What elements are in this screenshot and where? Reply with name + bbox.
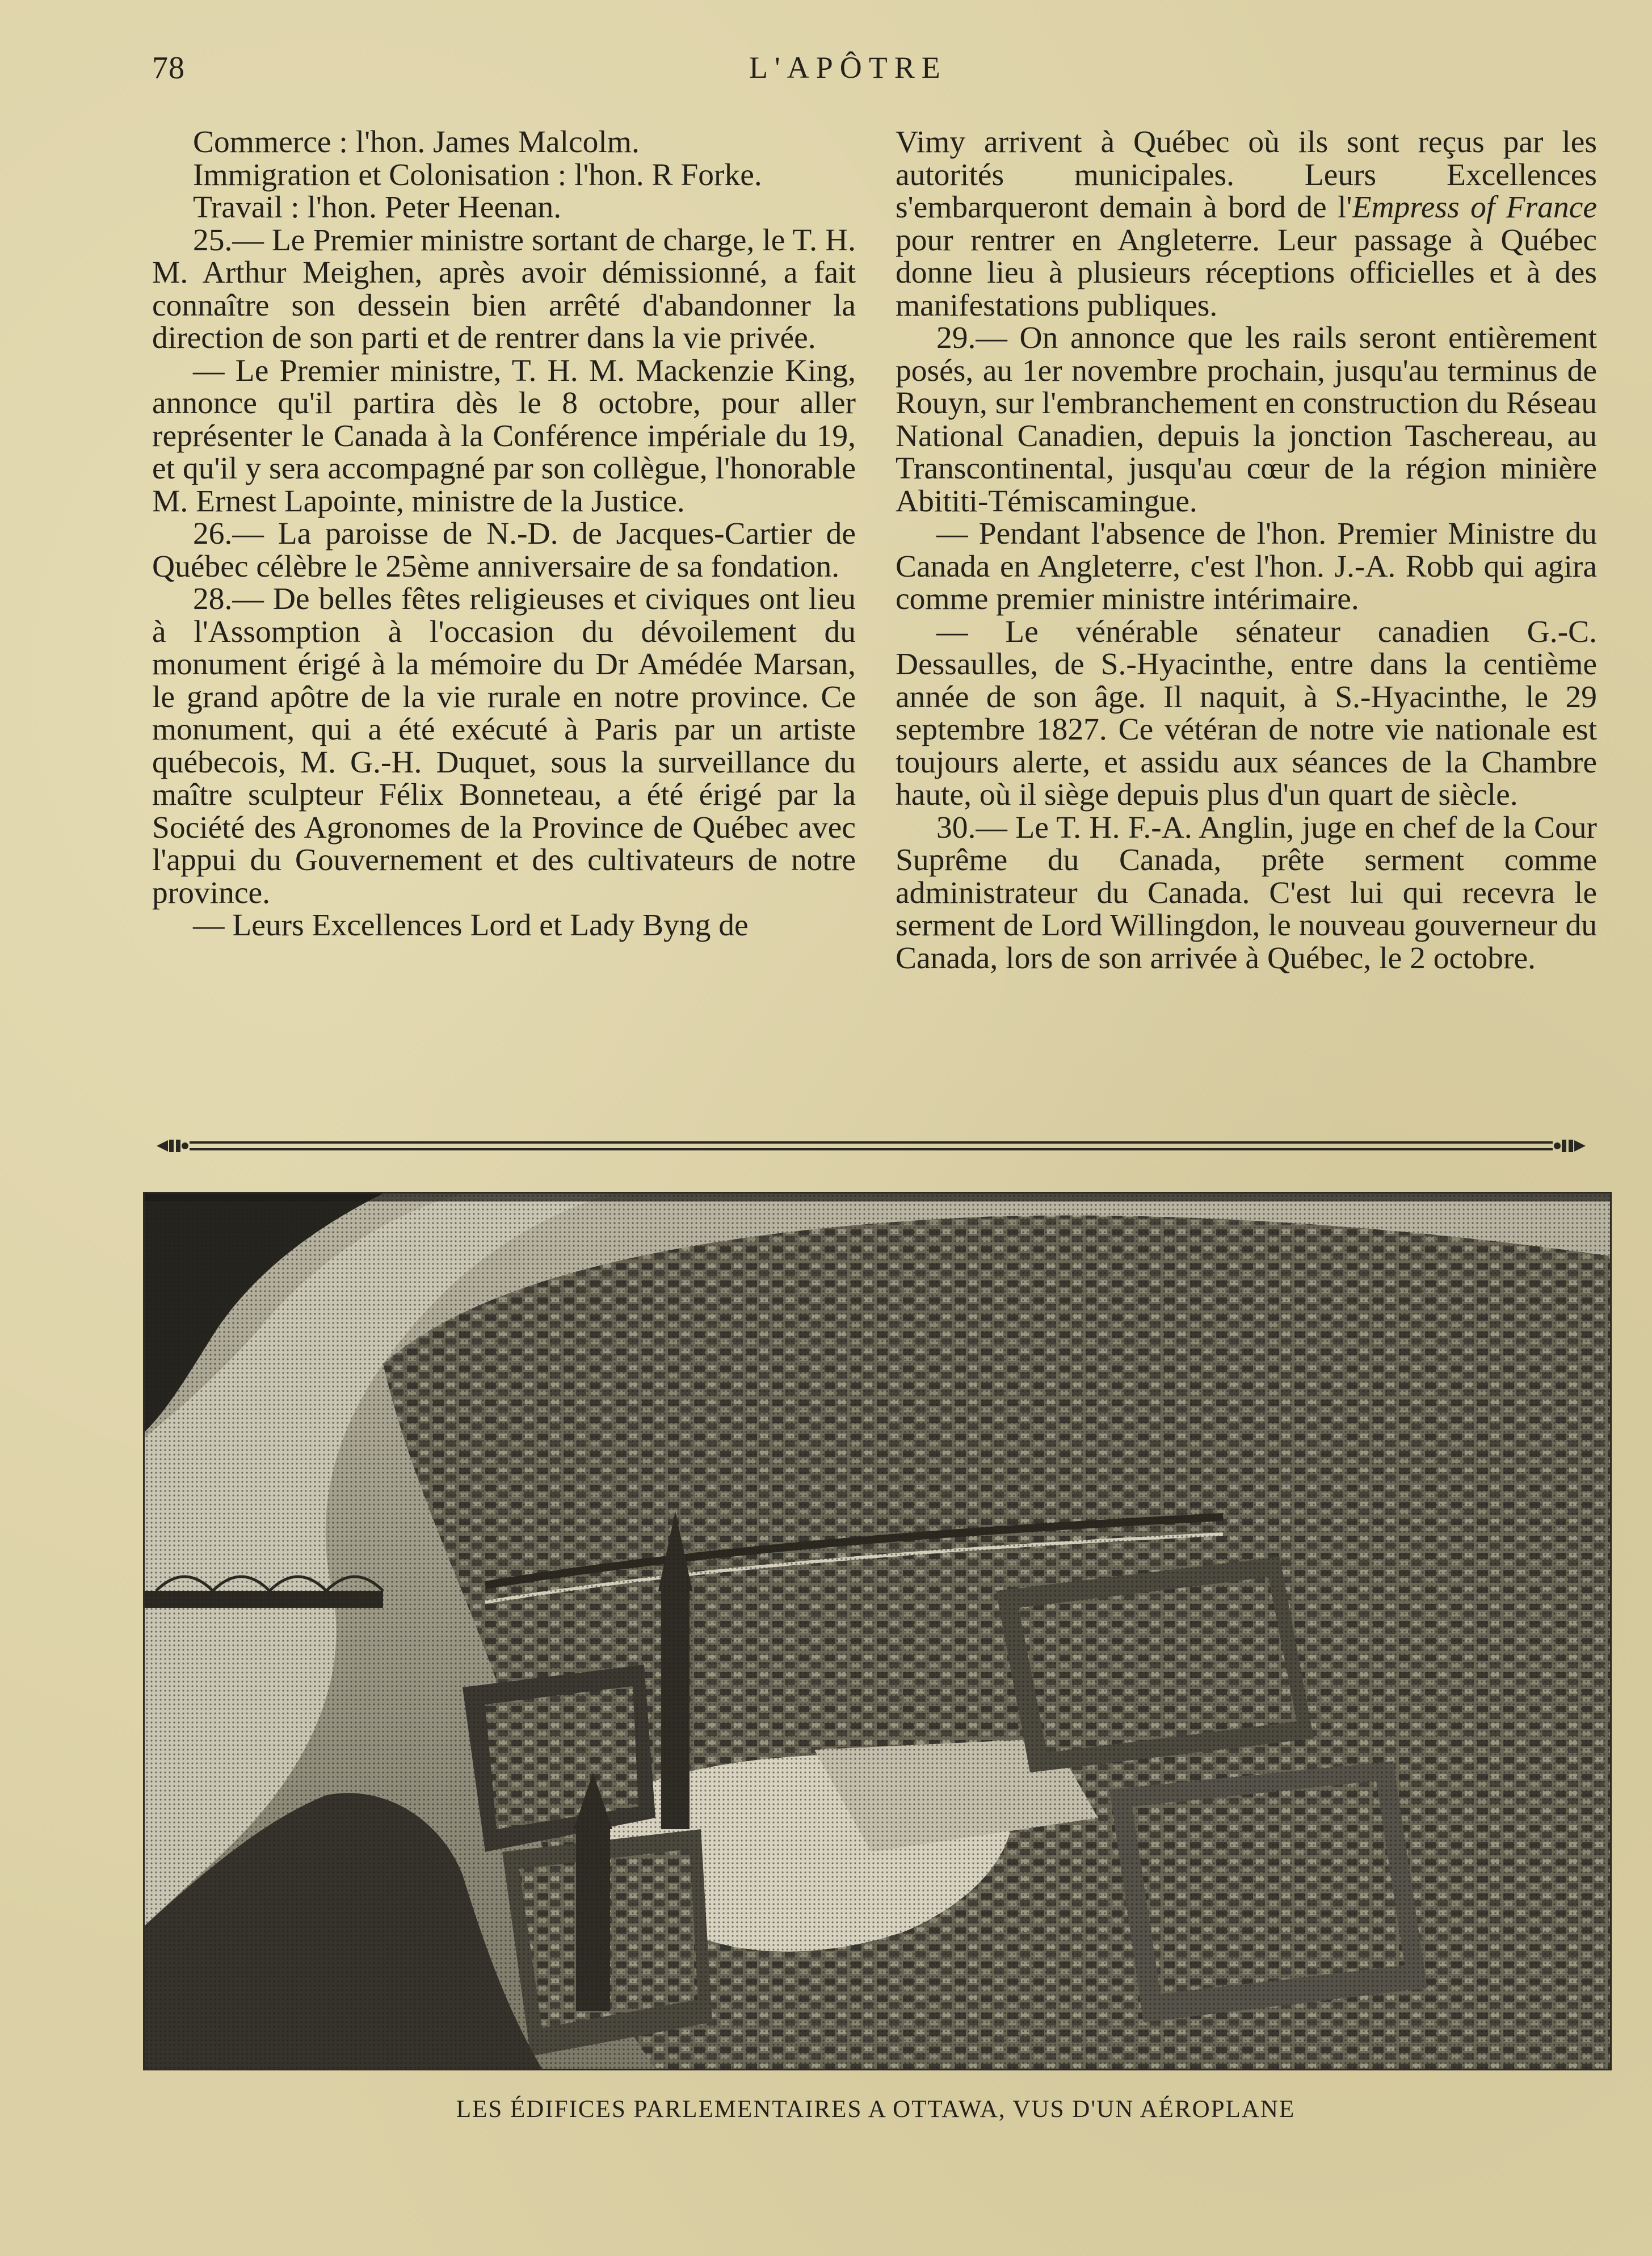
paragraph-byng-start: — Leurs Excellences Lord et Lady Byng de (193, 908, 749, 943)
paragraph-robb: — Pendant l'absence de l'hon. Premier Ministre du Canada en Angleterre, c'est l'hon. J.-A. Robb qui agira comme premier ministre intérimaire. (896, 516, 1597, 616)
paragraph-dessaulles: — Le vénérable sénateur canadien G.-C. Dessaulles, de S.-Hyacinthe, entre dans la centième année de son âge. Il naquit, à S.-Hyacinthe, le 29 septembre 1827. Ce vétéran de notre vie nationale est toujours alerte, et assidu aux séances de la Chambre haute, où il siège depuis plus d'un quart de siècle. (896, 614, 1597, 812)
paragraph-28-fetes: 28.— De belles fêtes religieuses et civiques ont lieu à l'Assomption à l'occasion du dévoilement du monument érigé à la mémoire du Dr Amédée Marsan, le grand apôtre de la vie rurale en notre province. Ce monument, qui a été exécuté à Paris par un artiste québecois, M. G.-H. Duquet, sous la surveillance du maître sculpteur Félix Bonneteau, a été érigé par la Société des Agronomes de la Province de Québec avec l'appui du Gouvernement et des cultivateurs de notre province. (152, 582, 856, 910)
ornamental-divider (154, 1136, 1588, 1156)
left-ornament-icon (157, 1140, 188, 1152)
page-number: 78 (152, 51, 185, 86)
paragraph-commerce: Commerce : l'hon. James Malcolm. (193, 125, 640, 159)
photo-caption: LES ÉDIFICES PARLEMENTAIRES A OTTAWA, VUS D'UN AÉROPLANE (456, 2096, 1296, 2123)
byng-text-b: pour rentrer en Angleterre. Leur passage à Québec donne lieu à plusieurs réceptions officielles et à des manifestations publiques. (896, 222, 1597, 323)
paragraph-mackenzie-king: — Le Premier ministre, T. H. M. Mackenzie King, annonce qu'il partira dès le 8 octobre, pour aller représenter le Canada à la Conférence impériale du 19, et qu'il y sera accompagné par son collègue, l'honorable M. Ernest Lapointe, ministre de la Justice. (152, 353, 856, 519)
byng-text-a: Vimy arrivent à Québec où ils sont reçus par les autorités municipales. Leurs Excellences s'embarqueront demain à bord de l' (896, 125, 1597, 225)
paragraph-29-rails: 29.— On annonce que les rails seront entièrement posés, au 1er novembre prochain, jusqu'au terminus de Rouyn, sur l'embranchement en construction du Réseau National Canadien, depuis la jonction Taschereau, au Transcontinental, jusqu'au cœur de la région minière Abititi-Témiscamingue. (896, 321, 1597, 519)
aerial-photo-illustration (145, 1194, 1610, 2069)
aerial-photograph (143, 1192, 1612, 2070)
paragraph-25-meighen: 25.— Le Premier ministre sortant de charge, le T. H. M. Arthur Meighen, après avoir démissionné, a fait connaître son dessein bien arrêté d'abandonner la direction de son parti et de rentrer dans la vie privée. (152, 222, 856, 355)
paragraph-30-anglin: 30.— Le T. H. F.-A. Anglin, juge en chef de la Cour Suprême du Canada, prête serment comme administrateur du Canada. C'est lui qui recevra le serment de Lord Willingdon, le nouveau gouverneur du Canada, lors de son arrivée à Québec, le 2 octobre. (896, 810, 1597, 976)
paragraph-immigration: Immigration et Colonisation : l'hon. R Forke. (193, 157, 762, 192)
left-column (152, 126, 856, 942)
paragraph-26-paroisse: 26.— La paroisse de N.-D. de Jacques-Cartier de Québec célèbre le 25ème anniversaire de sa fondation. (152, 516, 856, 584)
right-ornament-icon (1554, 1140, 1586, 1152)
paragraph-travail: Travail : l'hon. Peter Heenan. (193, 190, 562, 225)
ship-name: Empress of France (1352, 190, 1597, 225)
right-column (896, 126, 1597, 974)
paragraph-byng-continued (896, 126, 1597, 322)
running-title: L'APÔTRE (749, 51, 947, 85)
